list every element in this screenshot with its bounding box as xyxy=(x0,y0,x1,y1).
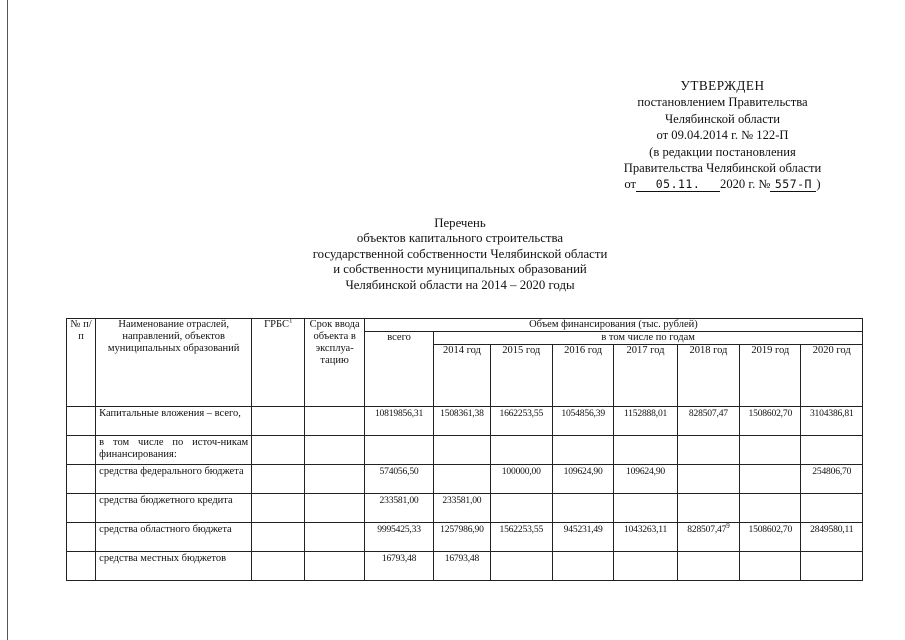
approval-line: Челябинской области xyxy=(664,111,781,126)
row-value xyxy=(740,436,801,465)
row-value xyxy=(614,494,677,523)
row-value xyxy=(677,552,739,581)
row-term xyxy=(305,523,364,552)
row-value: 1257986,90 xyxy=(434,523,490,552)
row-value: 1508602,70 xyxy=(740,407,801,436)
row-value xyxy=(614,552,677,581)
table-row xyxy=(67,523,863,552)
row-value xyxy=(801,436,863,465)
row-label: средства местных бюджетов xyxy=(96,552,252,581)
row-label: средства бюджетного кредита xyxy=(96,494,252,523)
grbs-footnote-mark: 1 xyxy=(288,318,293,325)
row-num xyxy=(67,523,96,552)
row-label: Капитальные вложения – всего, xyxy=(96,407,252,436)
row-term xyxy=(305,465,364,494)
date-year: 2020 г. № xyxy=(720,177,771,192)
row-value: 1562253,55 xyxy=(490,523,552,552)
row-value: 1508602,70 xyxy=(740,523,801,552)
row-value xyxy=(740,552,801,581)
row-value: 1152888,01 xyxy=(614,407,677,436)
row-value xyxy=(490,494,552,523)
row-label: в том числе по источ-никам финансирования: xyxy=(96,436,252,465)
row-value: 100000,00 xyxy=(490,465,552,494)
row-value: 1508361,38 xyxy=(434,407,490,436)
row-value: 1662253,55 xyxy=(490,407,552,436)
row-term xyxy=(305,407,364,436)
title-line: Перечень xyxy=(434,216,486,230)
row-total: 233581,00 xyxy=(364,494,433,523)
page-margin-line xyxy=(7,0,8,640)
header-grbs-text: ГРБС xyxy=(264,319,289,330)
row-num xyxy=(67,436,96,465)
row-grbs xyxy=(252,465,305,494)
row-value xyxy=(801,494,863,523)
row-num xyxy=(67,465,96,494)
row-value xyxy=(614,436,677,465)
row-value xyxy=(552,494,613,523)
row-total: 10819856,31 xyxy=(364,407,433,436)
row-value xyxy=(677,465,739,494)
header-year: 2017 год xyxy=(614,345,677,407)
row-value: 233581,00 xyxy=(434,494,490,523)
approval-line: постановлением Правительства xyxy=(637,95,808,110)
row-value: 16793,48 xyxy=(434,552,490,581)
row-label: средства федерального бюджета xyxy=(96,465,252,494)
row-value xyxy=(552,436,613,465)
row-term xyxy=(305,552,364,581)
header-year: 2018 год xyxy=(677,345,739,407)
row-value xyxy=(434,436,490,465)
header-year: 2019 год xyxy=(740,345,801,407)
number-field: 557-П xyxy=(770,178,816,192)
row-grbs xyxy=(252,552,305,581)
row-grbs xyxy=(252,436,305,465)
row-value xyxy=(677,494,739,523)
approval-line: от 09.04.2014 г. № 122-П xyxy=(656,128,789,143)
row-value xyxy=(434,465,490,494)
row-value xyxy=(490,436,552,465)
row-total xyxy=(364,436,433,465)
row-value xyxy=(490,552,552,581)
row-value: 828507,47 xyxy=(677,407,739,436)
date-suffix: ) xyxy=(816,177,821,192)
row-value: 3104386,81 xyxy=(801,407,863,436)
approval-date-line xyxy=(590,176,855,192)
row-grbs xyxy=(252,407,305,436)
approval-line: Правительства Челябинской области xyxy=(623,161,822,176)
row-label: средства областного бюджета xyxy=(96,523,252,552)
row-value xyxy=(740,465,801,494)
row-value xyxy=(740,494,801,523)
row-value-footnoted xyxy=(677,523,739,552)
header-year: 2020 год xyxy=(801,345,863,407)
row-value xyxy=(677,436,739,465)
header-total: всего xyxy=(364,332,433,407)
table-row xyxy=(67,465,863,494)
table-row xyxy=(67,494,863,523)
row-value: 109624,90 xyxy=(614,465,677,494)
row-value: 828507,47 xyxy=(687,524,727,535)
approval-title: УТВЕРЖДЕН xyxy=(680,78,765,93)
header-name: Наименование отраслей, направлений, объектов муниципальных образований xyxy=(96,319,252,407)
row-value: 945231,49 xyxy=(552,523,613,552)
table-row xyxy=(67,407,863,436)
row-num xyxy=(67,407,96,436)
row-value: 254806,70 xyxy=(801,465,863,494)
title-line: объектов капитального строительства xyxy=(356,231,564,246)
header-grbs xyxy=(252,319,305,407)
approval-stamp xyxy=(590,78,855,193)
header-year: 2014 год xyxy=(434,345,490,407)
header-year: 2016 год xyxy=(552,345,613,407)
row-value: 1043263,11 xyxy=(614,523,677,552)
row-term xyxy=(305,436,364,465)
header-row xyxy=(67,319,863,332)
row-value: 1054856,39 xyxy=(552,407,613,436)
header-by-years: в том числе по годам xyxy=(434,332,863,345)
table-row xyxy=(67,436,863,465)
row-value xyxy=(552,552,613,581)
title-line: государственной собственности Челябинской области xyxy=(312,246,608,261)
document-title xyxy=(250,216,670,293)
row-grbs xyxy=(252,523,305,552)
row-value xyxy=(801,552,863,581)
value-footnote-mark: 9 xyxy=(726,522,730,530)
header-funding: Объем финансирования (тыс. рублей) xyxy=(364,319,862,332)
header-num: № п/п xyxy=(67,319,96,407)
row-total: 574056,50 xyxy=(364,465,433,494)
row-value: 109624,90 xyxy=(552,465,613,494)
title-line: Челябинской области на 2014 – 2020 годы xyxy=(345,277,575,292)
header-year: 2015 год xyxy=(490,345,552,407)
objects-table xyxy=(66,318,863,581)
header-term: Срок ввода объекта в эксплуа-тацию xyxy=(305,319,364,407)
date-prefix: от xyxy=(624,177,637,192)
table-row xyxy=(67,552,863,581)
row-grbs xyxy=(252,494,305,523)
date-field: 05.11. xyxy=(636,178,720,192)
row-value: 2849580,11 xyxy=(801,523,863,552)
row-total: 16793,48 xyxy=(364,552,433,581)
row-term xyxy=(305,494,364,523)
title-line: и собственности муниципальных образований xyxy=(333,262,587,277)
row-num xyxy=(67,494,96,523)
row-total: 9995425,33 xyxy=(364,523,433,552)
approval-line: (в редакции постановления xyxy=(649,144,796,159)
row-num xyxy=(67,552,96,581)
